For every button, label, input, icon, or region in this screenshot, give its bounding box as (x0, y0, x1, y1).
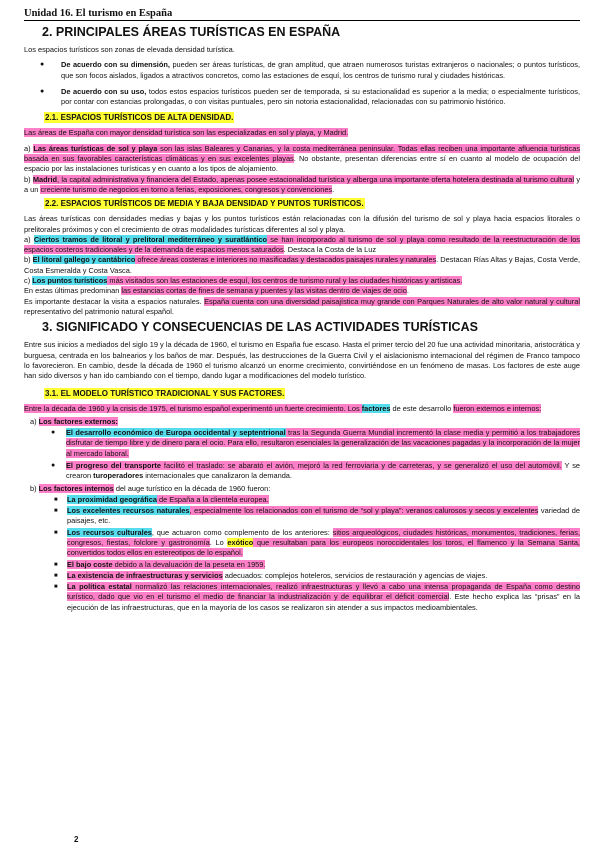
external-factors-label: a) Los factores externos: (30, 416, 118, 426)
bold-lead: De acuerdo con su dimensión, (61, 60, 170, 70)
subsection-2-1-intro: Las áreas de España con mayor densidad turística son las especializadas en sol y playa, y Madrid. (24, 128, 349, 138)
subsection-2-2-intro: Las áreas turísticas con densidades medias y bajas y los puntos turísticos están relacionadas con la difusión del turismo de sol y playa hacia espacios litorales o prelitorales próximos y con el crecimiento de otras modalidades turísticas diferentes al sol y playa. (24, 214, 580, 234)
paragraph-2-2-a: a) Ciertos tramos de litoral y prelitoral mediterráneo y suratlántico se han incorporado al turismo de sol y playa como resultado de la reestructuración de los espacios costeros tradicionales y de la demanda de espacios menos saturados. Destaca la Costa de la Luz (24, 234, 581, 255)
page-number: 2 (74, 835, 79, 844)
external-factors-list (24, 428, 580, 481)
paragraph-2-2-e: Es importante destacar la visita a espacios naturales. España cuenta con una diversidad paisajística muy grande con Parques Naturales de alto valor natural y cultural representativo del patrimonio natural español. (24, 296, 580, 316)
list-item: ■ La existencia de infraestructuras y servicios adecuados: complejos hoteleros, servicios de restauración y agencias de viajes. (24, 571, 580, 581)
paragraph-2-2-c: c) Los puntos turísticos más visitados son las estaciones de esquí, los centros de turismo rural y las ciudades históricas y artísticas. (24, 276, 463, 286)
list-item: ■ Los excelentes recursos naturales, especialmente los relacionados con el turismo de “sol y playa”: veranos calurosos y secos y excelentes variedad de paisajes, etc. (24, 506, 580, 527)
subsection-3-1-intro: Entre la década de 1960 y la crisis de 1975, el turismo español experimentó un fuerte crecimiento. Los factores de este desarrollo fueron externos e internos: (24, 404, 542, 414)
list-item (24, 87, 580, 108)
item-text: pueden ser áreas turísticas, de gran amplitud, que atraen numerosos turistas extranjeros o nacionales; o puntos turísticos, que son focos aislados, ligados a atractivos concretos, como las estaciones de esquí, los centros de turismo rural y ciudades históricas. (61, 60, 581, 80)
list-item (24, 60, 580, 81)
section-2-intro: Los espacios turísticos son zonas de elevada densidad turística. (24, 45, 235, 54)
section-3-intro: Entre sus inicios a mediados del siglo 19 y la década de 1960, el turismo en España fue escaso. Hasta el primer tercio del 20 fue una actividad minoritaria, aristocrática y burguesa, centrada en los balnearios y los baños de mar. Después, las destrucciones de la Guerra Civil y el aislacionismo internacional del régimen de Franco tampoco lo favorecieron. En cambio, desde la década de 1960 el turismo alcanzó un enorme crecimiento, convirtiéndose en un fenómeno de masas. Los factores de este auge han sido diversos y han ido cambiando con el tiempo, dando lugar a modificaciones del modelo turístico. (24, 340, 580, 381)
internal-factors-list (24, 495, 580, 613)
subsection-2-2-title: 2.2. ESPACIOS TURÍSTICOS DE MEDIA Y BAJA DENSIDAD Y PUNTOS TURÍSTICOS. (45, 199, 364, 209)
internal-factors-label: b) Los factores internos del auge turístico en la década de 1960 fueron: (30, 483, 271, 493)
list-item: ■ La política estatal normalizó las relaciones internacionales, realizó infraestructuras y llevó a cabo una intensa propaganda de España como destino turístico, dado que vio en el turismo el medio de financiar la industrialización y de equilibrar el déficit comercial. Este hecho explica las “prisas” en la ejecución de las infraestructuras, que en la mayoría de los casos se realizaron sin atender a sus impactos medioambientales. (24, 582, 580, 613)
paragraph-2-1-b: b) Madrid, la capital administrativa y financiera del Estado, apenas posee estacionalidad turística y alberga una importante oferta hotelera destinada al turismo cultural y a un creciente turismo de negocios en torno a ferias, exposiciones, congresos y convenciones. (24, 174, 581, 194)
list-item: ■ El bajo coste debido a la devaluación de la peseta en 1959. (24, 560, 580, 570)
running-header: Unidad 16. El turismo en España (24, 8, 580, 21)
list-item: ● El progreso del transporte facilitó el traslado: se abarató el avión, mejoró la red ferroviaria y de carreteras, y se generalizó el uso del automóvil. Y se crearon turoperadores internacionales que canalizaron la demanda. (24, 461, 580, 482)
paragraph-2-2-b: b) El litoral gallego y cantábrico ofrece áreas costeras e interiores no masificadas y destacados paisajes rurales y naturales. Destacan Rías Altas y Bajas, Costa Verde, Costa Esmeralda y Costa Vasca. (24, 255, 581, 275)
bold-lead: De acuerdo con su uso, (61, 86, 147, 96)
section-2-list (24, 60, 580, 107)
list-item: ● El desarrollo económico de Europa occidental y septentrional tras la Segunda Guerra Mundial incrementó la clase media y permitió a los trabajadores disfrutar de tiempo libre y de dinero para el ocio. Para ello, resultaron esenciales la generalización de las vacaciones pagadas y la incorporación de la mujer al mercado laboral. (24, 428, 580, 459)
document-page (24, 8, 580, 614)
subsection-3-1-title: 3.1. EL MODELO TURÍSTICO TRADICIONAL Y SUS FACTORES. (45, 389, 285, 399)
paragraph-2-1-a: a) Las áreas turísticas de sol y playa son las islas Baleares y Canarias, y la costa mediterránea peninsular. Todas ellas reciben una importante afluencia turísticas basada en sus favorables características climáticas y en sus excelentes playas. No obstante, presentan diferencias entre sí en cuanto al modelo de ocupación del espacio por las instalaciones turísticas y en cuanto a los tipos de alojamiento. (24, 143, 581, 174)
paragraph-2-2-d: En estas últimas predominan las estancias cortas de fines de semana y puentes y las visitas dentro de viajes de ocio. (24, 286, 409, 296)
subsection-2-1-title: 2.1. ESPACIOS TURÍSTICOS DE ALTA DENSIDAD. (45, 113, 234, 123)
item-text: todos estos espacios turísticos pueden ser de temporada, si su estacionalidad es superior a la media; o especialmente turísticos, por contar con estancias prolongadas, o con visitas puntuales, pero sin notoria estacionalidad, relacionadas con su patrimonio histórico. (61, 86, 580, 107)
list-item: ■ Los recursos culturales, que actuaron como complemento de los anteriores: sitios arqueológicos, ciudades históricas, monumentos, tradiciones, ferias, congresos, fiestas, folclore y gastronomía. Lo exótico que resultaban para los europeos noroccidentales los toros, el flamenco y la Semana Santa, convertidos todos ellos en estereotipos de lo español. (24, 528, 580, 559)
section-2-heading: 2. PRINCIPALES ÁREAS TURÍSTICAS EN ESPAÑA (42, 25, 341, 39)
list-item: ■ La proximidad geográfica de España a la clientela europea. (24, 495, 580, 505)
section-3-heading: 3. SIGNIFICADO Y CONSECUENCIAS DE LAS ACTIVIDADES TURÍSTICAS (42, 320, 478, 335)
